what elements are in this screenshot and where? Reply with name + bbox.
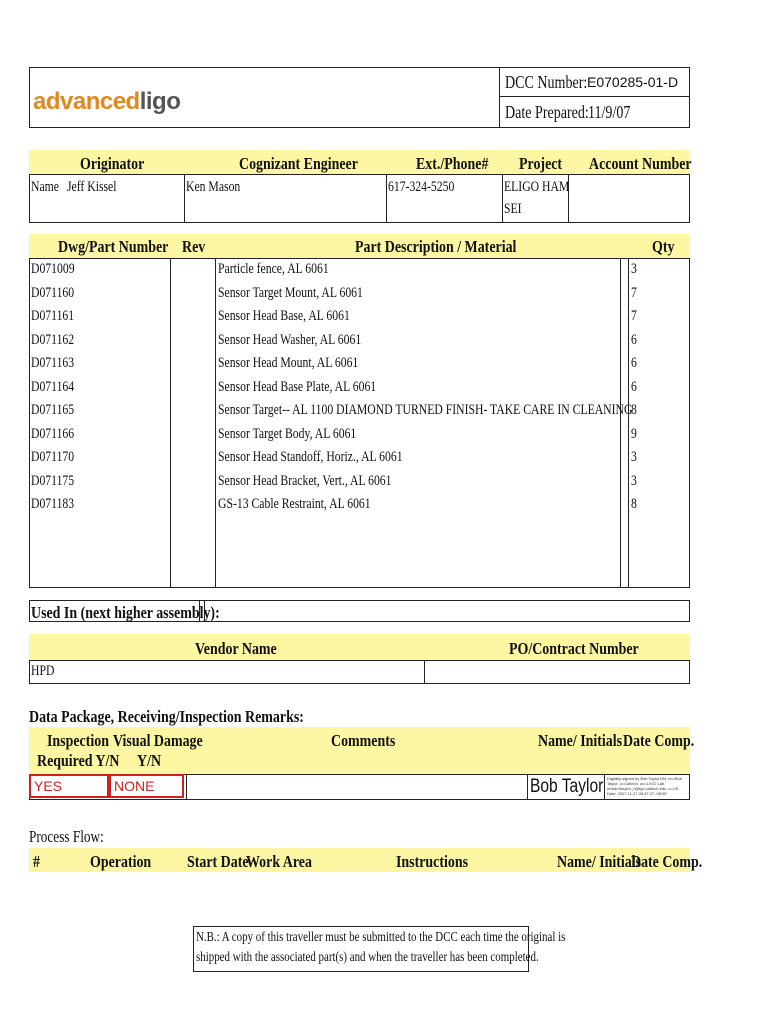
col-divider xyxy=(620,258,621,588)
work-area-header: Work Area xyxy=(246,852,312,871)
part-number: D071163 xyxy=(31,355,75,371)
col-divider xyxy=(215,258,216,588)
dcc-number-label: DCC Number: xyxy=(505,72,588,92)
part-description: Sensor Head Base, AL 6061 xyxy=(218,308,350,324)
inspection-header-2: Required Y/N xyxy=(37,751,120,770)
inspection-required-field[interactable]: YES xyxy=(29,774,109,798)
project-line-1: ELIGO HAM xyxy=(504,179,570,195)
phone-header: Ext./Phone# xyxy=(416,154,489,173)
rev-header: Rev xyxy=(182,237,206,256)
part-qty: 9 xyxy=(631,425,637,442)
dcc-number-value: E070285-01-D xyxy=(587,74,679,90)
name-initials-header: Name/ Initials xyxy=(538,731,623,750)
part-qty: 6 xyxy=(631,331,637,348)
process-date-header: Date Comp. xyxy=(631,852,703,871)
part-number: D071164 xyxy=(31,378,75,395)
description-header: Part Description / Material xyxy=(355,237,517,256)
signer-name: Bob Taylor xyxy=(530,776,604,797)
part-description: Sensor Head Standoff, Horiz., AL 6061 xyxy=(218,449,403,465)
date-prepared-value: 11/9/07 xyxy=(588,102,631,122)
part-qty: 8 xyxy=(631,402,637,418)
part-number: D071162 xyxy=(31,331,75,348)
part-description: Particle fence, AL 6061 xyxy=(218,261,329,277)
po-number-header: PO/Contract Number xyxy=(509,639,639,658)
process-name-header: Name/ Initials xyxy=(557,852,642,871)
col-divider xyxy=(527,774,528,800)
parts-table xyxy=(29,258,690,588)
part-qty: 6 xyxy=(631,355,637,371)
part-qty: 3 xyxy=(631,449,637,465)
col-divider xyxy=(604,774,605,800)
col-divider xyxy=(386,174,387,223)
vendor-table xyxy=(29,660,690,684)
originator-header: Originator xyxy=(80,154,145,173)
part-description: Sensor Target Mount, AL 6061 xyxy=(218,284,363,301)
col-divider xyxy=(184,174,185,223)
part-number: D071160 xyxy=(31,284,75,301)
part-qty: 6 xyxy=(631,378,637,395)
header-divider xyxy=(499,67,500,128)
part-number: D071170 xyxy=(31,449,75,465)
part-number: D071165 xyxy=(31,402,75,418)
comments-header: Comments xyxy=(331,731,396,750)
part-description: Sensor Head Bracket, Vert., AL 6061 xyxy=(218,472,392,489)
part-description: Sensor Head Washer, AL 6061 xyxy=(218,331,362,348)
note-line-1: N.B.: A copy of this traveller must be submitted to the DCC each time the original is xyxy=(196,930,566,945)
project-header: Project xyxy=(519,154,563,173)
part-qty: 3 xyxy=(631,472,637,489)
phone-number: 617-324-5250 xyxy=(388,179,455,195)
header-row-divider xyxy=(499,96,690,97)
inspection-header-1: Inspection xyxy=(47,731,109,750)
part-number: D071161 xyxy=(31,308,75,324)
col-divider xyxy=(502,174,503,223)
process-num-header: # xyxy=(33,852,40,871)
part-number-header: Dwg/Part Number xyxy=(58,237,169,256)
name-label: Name xyxy=(31,179,59,195)
col-divider xyxy=(628,258,629,588)
visual-damage-header-2: Y/N xyxy=(137,751,162,770)
used-in-label: Used In (next higher assembly): xyxy=(31,603,220,622)
part-qty: 8 xyxy=(631,496,637,512)
part-number: D071175 xyxy=(31,472,75,489)
engineer-name: Ken Mason xyxy=(186,179,241,195)
date-comp-header: Date Comp. xyxy=(623,731,695,750)
start-date-header: Start Date xyxy=(187,852,249,871)
process-flow-title: Process Flow: xyxy=(29,827,104,846)
part-qty: 7 xyxy=(631,284,637,301)
originator-name: Jeff Kissel xyxy=(67,179,117,195)
part-qty: 3 xyxy=(631,261,637,277)
vendor-name-header: Vendor Name xyxy=(195,639,277,658)
note-line-2: shipped with the associated part(s) and when the traveller has been completed. xyxy=(196,950,539,965)
part-description: GS-13 Cable Restraint, AL 6061 xyxy=(218,496,371,512)
part-number: D071166 xyxy=(31,425,75,442)
project-line-2: SEI xyxy=(504,201,522,217)
digital-signature-block: Digitally signed by Bob Taylor DN: cn=Bob Taylor, o=Caltech, ou=LIGO Lab, email=btaylor_r@ligo.caltech.edu, c=US Date: 2007.11.27 08:37:27 -08'00' xyxy=(607,776,682,796)
vendor-name: HPD xyxy=(31,663,55,679)
col-divider xyxy=(170,258,171,588)
advanced-ligo-logo: advancedligo xyxy=(33,88,181,115)
qty-header: Qty xyxy=(652,237,675,256)
visual-damage-header-1: Visual Damage xyxy=(113,731,203,750)
part-description: Sensor Head Mount, AL 6061 xyxy=(218,355,359,371)
instructions-header: Instructions xyxy=(396,852,469,871)
part-number: D071183 xyxy=(31,496,75,512)
originator-table xyxy=(29,174,690,223)
operation-header: Operation xyxy=(90,852,152,871)
engineer-header: Cognizant Engineer xyxy=(239,154,358,173)
col-divider xyxy=(186,774,187,800)
part-description: Sensor Target Body, AL 6061 xyxy=(218,425,357,442)
account-header: Account Number xyxy=(589,154,692,173)
col-divider xyxy=(424,660,425,684)
part-description: Sensor Target-- AL 1100 DIAMOND TURNED FINISH- TAKE CARE IN CLEANING xyxy=(218,402,633,418)
part-qty: 7 xyxy=(631,308,637,324)
visual-damage-field[interactable]: NONE xyxy=(109,774,184,798)
part-description: Sensor Head Base Plate, AL 6061 xyxy=(218,378,377,395)
date-prepared-label: Date Prepared: xyxy=(505,102,589,122)
part-number: D071009 xyxy=(31,261,75,277)
inspection-title: Data Package, Receiving/Inspection Remarks: xyxy=(29,707,304,726)
